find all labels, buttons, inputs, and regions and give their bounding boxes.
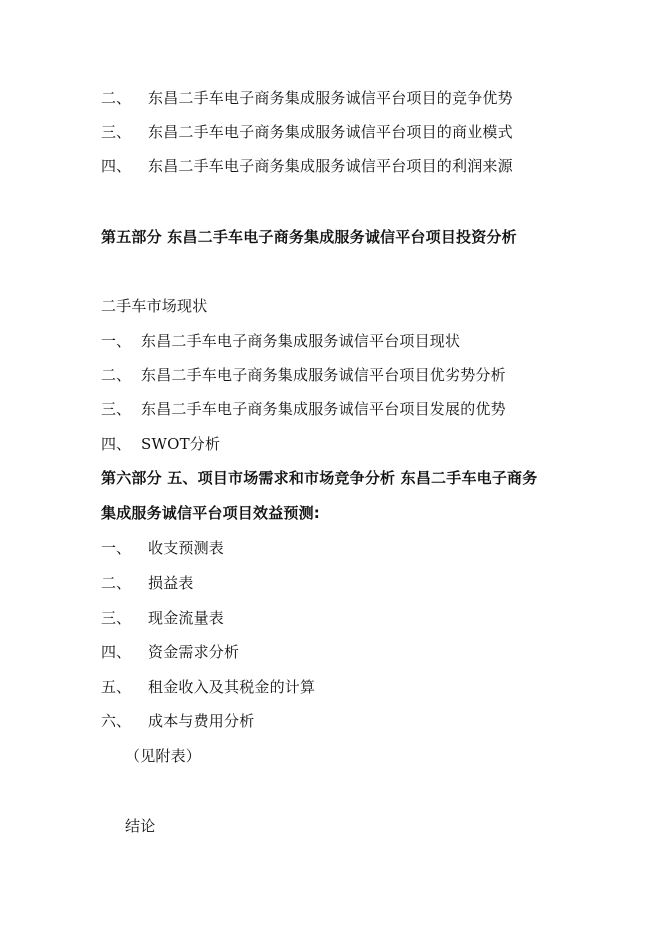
list-item-number: 二、 — [101, 366, 132, 384]
list-item-text: SWOT分析 — [141, 435, 221, 453]
list-item-text: 收支预测表 — [148, 539, 225, 557]
list-item-number: 五、 — [101, 678, 132, 696]
list-item-number: 三、 — [101, 123, 132, 141]
part5-heading: 第五部分 东昌二手车电子商务集成服务诚信平台项目投资分析 — [101, 228, 517, 246]
list-item-text: 东昌二手车电子商务集成服务诚信平台项目的商业模式 — [148, 123, 513, 141]
list-item-number: 四、 — [101, 435, 132, 453]
list-item-text: 东昌二手车电子商务集成服务诚信平台项目的竞争优势 — [148, 89, 513, 107]
list-item-text: 租金收入及其税金的计算 — [148, 678, 316, 696]
appendix-note: （见附表） — [125, 747, 202, 765]
conclusion-heading: 结论 — [125, 817, 156, 835]
list-item-number: 四、 — [101, 157, 132, 175]
list-item-number: 一、 — [101, 332, 132, 350]
list-item-text: 东昌二手车电子商务集成服务诚信平台项目优劣势分析 — [141, 366, 506, 384]
list-item-number: 三、 — [101, 400, 132, 418]
list-item-number: 二、 — [101, 574, 132, 592]
list-item-text: 现金流量表 — [148, 609, 225, 627]
part5-subheading: 二手车市场现状 — [101, 297, 208, 315]
list-item-text: 资金需求分析 — [148, 643, 240, 661]
list-item-text: 损益表 — [148, 574, 194, 592]
list-item-text: 成本与费用分析 — [148, 712, 255, 730]
list-item-number: 三、 — [101, 609, 132, 627]
list-item-text: 东昌二手车电子商务集成服务诚信平台项目的利润来源 — [148, 157, 513, 175]
list-item-text: 东昌二手车电子商务集成服务诚信平台项目发展的优势 — [141, 400, 506, 418]
list-item-number: 四、 — [101, 643, 132, 661]
list-item-number: 一、 — [101, 539, 132, 557]
list-item-number: 二、 — [101, 89, 132, 107]
part6-heading-line2: 集成服务诚信平台项目效益预测: — [101, 504, 320, 522]
list-item-text: 东昌二手车电子商务集成服务诚信平台项目现状 — [141, 332, 461, 350]
part6-heading-line1: 第六部分 五、项目市场需求和市场竞争分析 东昌二手车电子商务 — [101, 469, 538, 487]
list-item-number: 六、 — [101, 712, 132, 730]
